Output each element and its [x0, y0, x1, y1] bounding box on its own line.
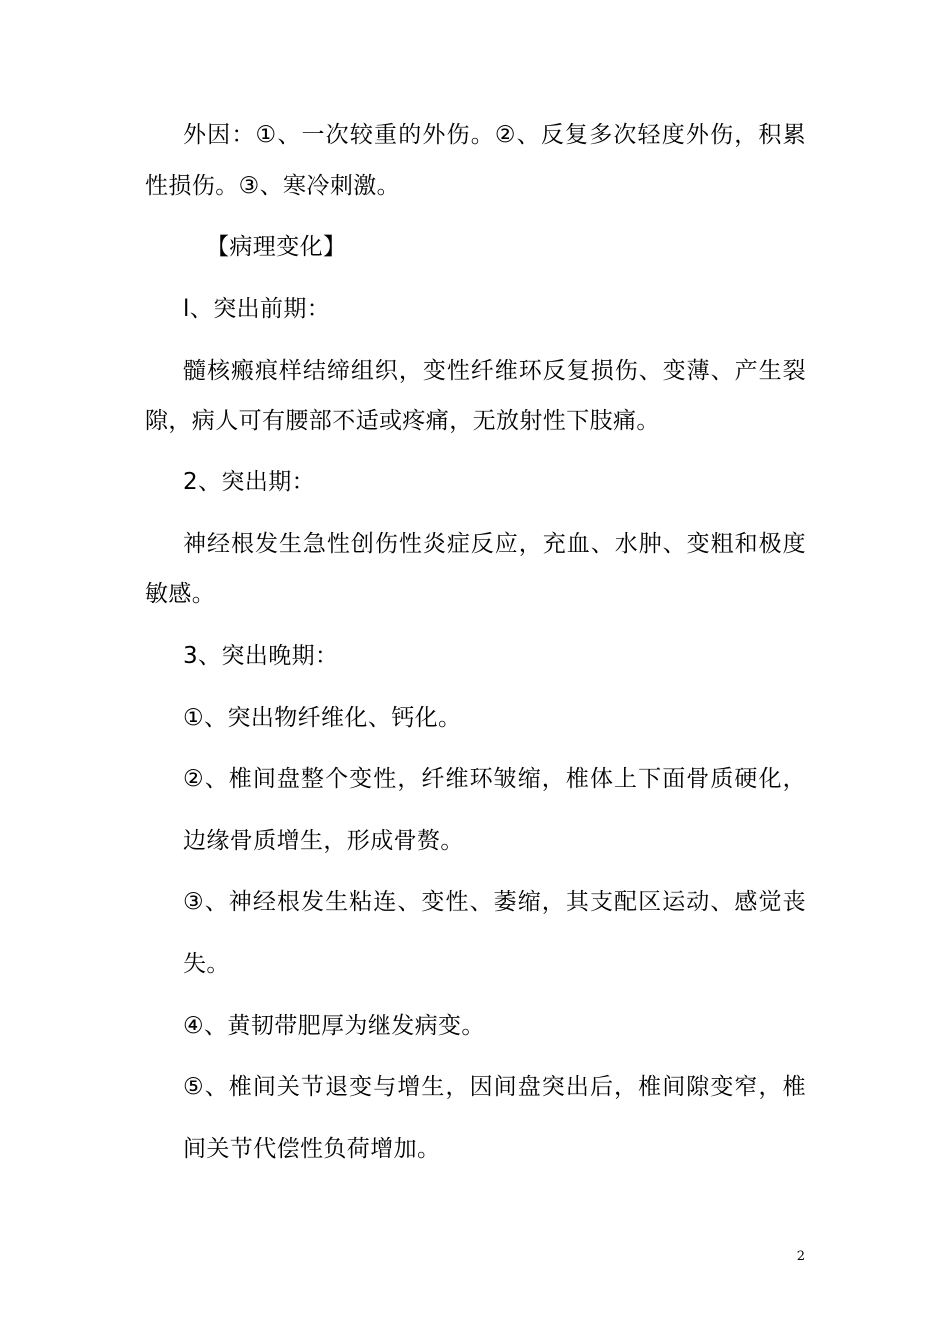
list-item: ④、黄韧带肥厚为继发病变。 — [183, 1013, 485, 1039]
list-item-continuation: 间关节代偿性负荷增加。 — [183, 1136, 441, 1162]
paragraph-line: 性损伤。③、寒冷刺激。 — [145, 173, 401, 199]
paragraph-line: 神经根发生急性创伤性炎症反应，充血、水肿、变粗和极度 — [183, 531, 806, 557]
page-number: 2 — [796, 1249, 805, 1264]
list-item: ③、神经根发生粘连、变性、萎缩，其支配区运动、感觉丧 — [183, 889, 806, 915]
list-item: ①、突出物纤维化、钙化。 — [183, 705, 462, 731]
list-item: ②、椎间盘整个变性，纤维环皱缩，椎体上下面骨质硬化， — [183, 766, 806, 792]
subsection-heading: 2、突出期： — [183, 469, 316, 495]
list-item: ⑤、椎间关节退变与增生，因间盘突出后，椎间隙变窄，椎 — [183, 1074, 806, 1100]
subsection-heading: 3、突出晚期： — [183, 643, 339, 669]
list-item-continuation: 失。 — [183, 951, 230, 977]
paragraph-line: 外因：①、一次较重的外伤。②、反复多次轻度外伤，积累 — [183, 122, 806, 148]
section-heading: 【病理变化】 — [206, 234, 347, 260]
paragraph-line: 敏感。 — [145, 581, 216, 607]
paragraph-line: 髓核瘢痕样结缔组织，变性纤维环反复损伤、变薄、产生裂 — [183, 358, 806, 384]
list-item-continuation: 边缘骨质增生，形成骨赘。 — [183, 828, 464, 854]
subsection-heading: l、突出前期： — [183, 296, 331, 322]
paragraph-line: 隙，病人可有腰部不适或疼痛，无放射性下肢痛。 — [145, 408, 660, 434]
